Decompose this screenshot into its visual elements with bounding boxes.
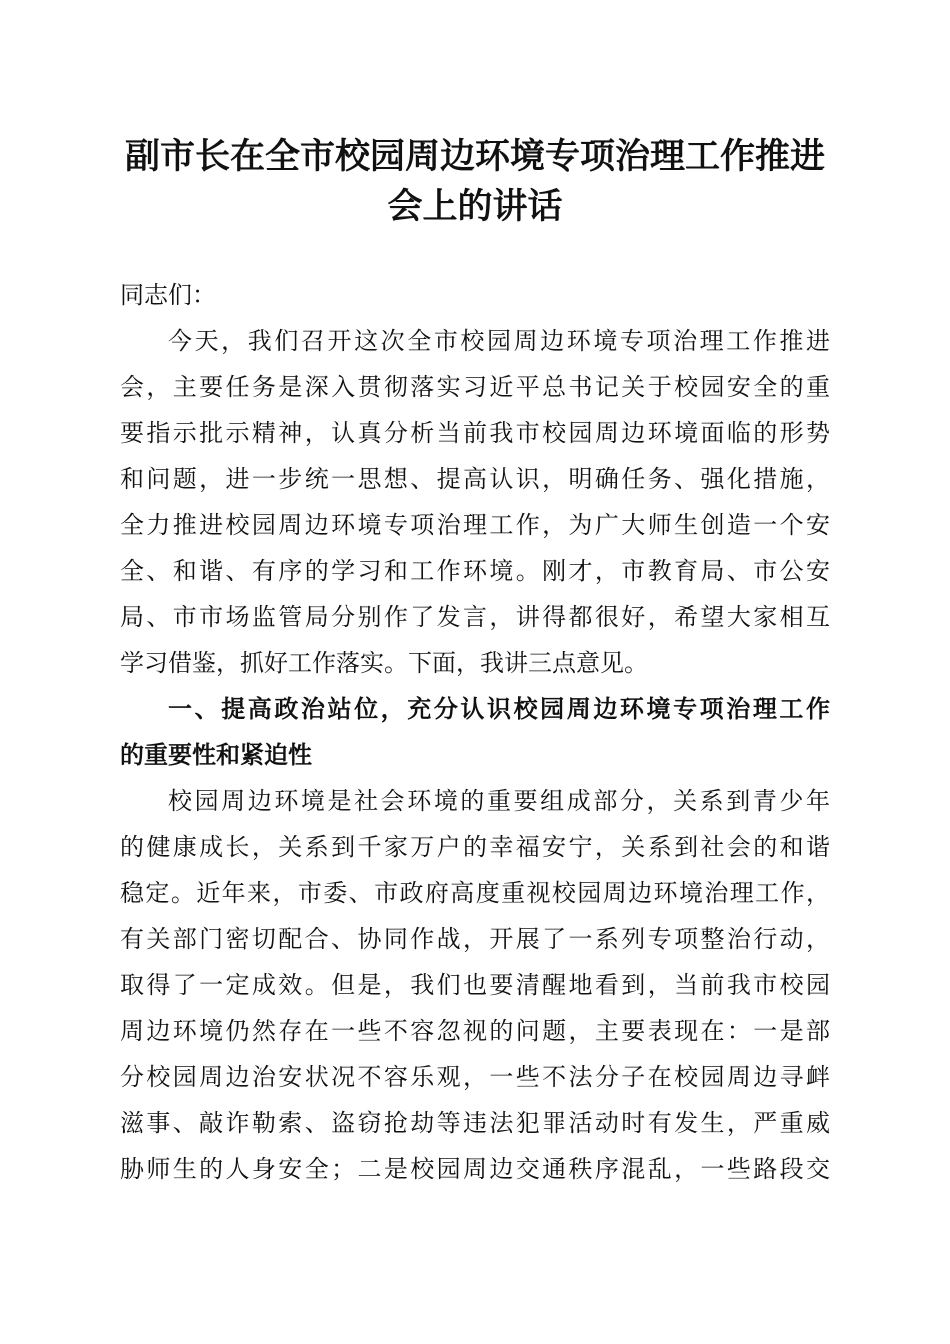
document-body	[120, 272, 830, 1192]
document-title	[110, 132, 840, 232]
section-1-heading	[120, 686, 830, 778]
section-heading-line: 一、提高政治站位，充分认识校园周边环境专项治理工作	[168, 695, 830, 723]
section-line: 分校园周边治安状况不容乐观，一些不法分子在校园周边寻衅	[120, 1063, 830, 1091]
salutation: 同志们：	[120, 281, 216, 309]
intro-line: 局、市市场监管局分别作了发言，讲得都很好，希望大家相互	[120, 603, 830, 631]
section-line: 有关部门密切配合、协同作战，开展了一系列专项整治行动，	[120, 925, 830, 953]
section-line: 稳定。近年来，市委、市政府高度重视校园周边环境治理工作，	[120, 879, 830, 907]
intro-line: 要指示批示精神，认真分析当前我市校园周边环境面临的形势	[120, 419, 830, 447]
title-line-2: 会上的讲话	[387, 186, 563, 227]
intro-line: 全力推进校园周边环境专项治理工作，为广大师生创造一个安	[120, 511, 830, 539]
intro-line: 和问题，进一步统一思想、提高认识，明确任务、强化措施，	[120, 465, 830, 493]
title-line-1: 副市长在全市校园周边环境专项治理工作推进	[124, 136, 825, 177]
intro-line: 学习借鉴，抓好工作落实。下面，我讲三点意见。	[120, 649, 648, 677]
section-line: 取得了一定成效。但是，我们也要清醒地看到，当前我市校园	[120, 971, 830, 999]
intro-line: 会，主要任务是深入贯彻落实习近平总书记关于校园安全的重	[120, 373, 830, 401]
section-line: 的健康成长，关系到千家万户的幸福安宁，关系到社会的和谐	[120, 833, 830, 861]
intro-line: 今天，我们召开这次全市校园周边环境专项治理工作推进	[168, 327, 830, 355]
section-line: 校园周边环境是社会环境的重要组成部分，关系到青少年	[168, 787, 830, 815]
section-line: 滋事、敲诈勒索、盗窃抢劫等违法犯罪活动时有发生，严重威	[120, 1109, 830, 1137]
section-line: 周边环境仍然存在一些不容忽视的问题，主要表现在：一是部	[120, 1017, 830, 1045]
intro-paragraph	[120, 318, 830, 686]
section-1-paragraph	[120, 778, 830, 1192]
intro-line: 全、和谐、有序的学习和工作环境。刚才，市教育局、市公安	[120, 557, 830, 585]
section-heading-line: 的重要性和紧迫性	[120, 741, 312, 769]
section-line: 胁师生的人身安全；二是校园周边交通秩序混乱，一些路段交	[120, 1155, 830, 1183]
